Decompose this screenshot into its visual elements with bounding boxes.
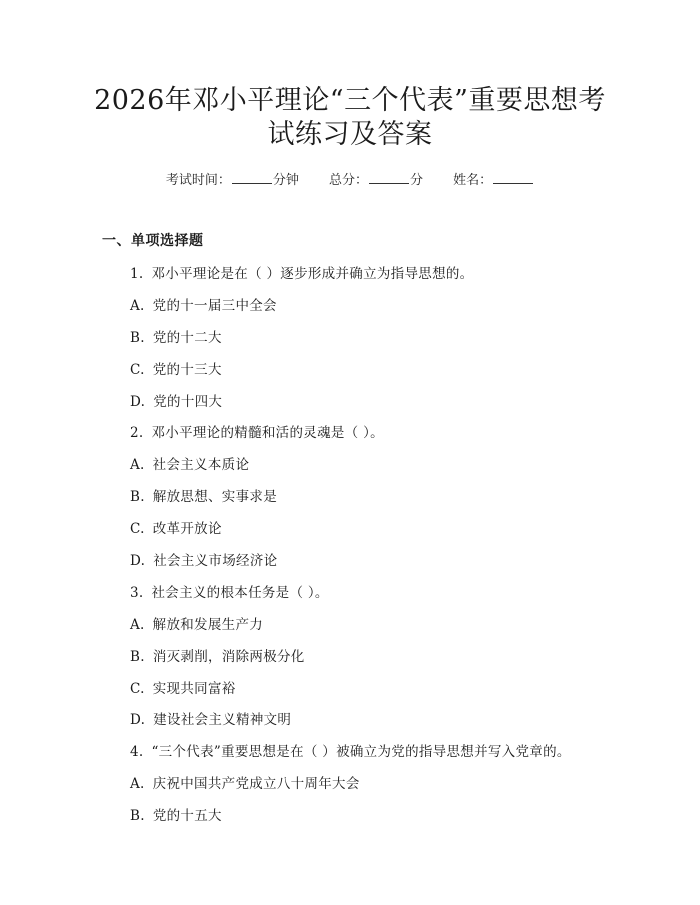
option-2a (130, 453, 249, 473)
option-text: 党的十五大 (152, 808, 222, 824)
option-3a (130, 613, 263, 633)
option-label: A. (130, 617, 145, 633)
option-3d (130, 708, 291, 728)
total-score-unit: 分 (410, 173, 424, 188)
option-3b (130, 645, 305, 665)
option-text: 党的十三大 (152, 362, 222, 378)
total-score-label: 总分： (328, 173, 368, 188)
name-label: 姓名： (453, 173, 493, 188)
option-label: A. (130, 457, 145, 473)
option-1c (130, 358, 222, 378)
exam-time-label: 考试时间： (165, 173, 231, 188)
question-text: “三个代表”重要思想是在（ ）被确立为党的指导思想并写入党章的。 (151, 744, 571, 760)
question-number: 1. (130, 266, 144, 282)
option-label: D. (130, 712, 146, 728)
exam-time-blank (232, 171, 272, 184)
question-number: 3. (130, 585, 144, 601)
option-4b (130, 804, 222, 824)
option-label: D. (130, 553, 146, 569)
question-number: 2. (130, 425, 144, 441)
option-text: 党的十四大 (153, 394, 223, 410)
option-label: B. (130, 330, 145, 346)
option-label: B. (130, 489, 145, 505)
question-text: 邓小平理论是在（ ）逐步形成并确立为指导思想的。 (151, 266, 474, 282)
option-2b (130, 485, 277, 505)
option-text: 解放思想、实事求是 (152, 489, 278, 505)
document-title-line-1: 2026年邓小平理论“三个代表”重要思想考 (94, 85, 606, 116)
option-text: 党的十一届三中全会 (152, 298, 277, 314)
option-label: C. (130, 521, 145, 537)
option-2c (130, 517, 222, 537)
option-1a (130, 294, 277, 314)
option-text: 实现共同富裕 (152, 681, 236, 697)
question-text: 邓小平理论的精髓和活的灵魂是（ ）。 (151, 425, 384, 441)
exam-info-row (0, 169, 700, 188)
option-label: B. (130, 808, 145, 824)
name-field (453, 169, 534, 188)
total-score-field (329, 169, 423, 188)
exam-time-unit: 分钟 (272, 173, 299, 188)
option-text: 党的十二大 (152, 330, 222, 346)
question-4 (130, 740, 571, 760)
question-3 (130, 581, 329, 601)
question-2 (130, 421, 384, 441)
question-text: 社会主义的根本任务是（ ）。 (151, 585, 329, 601)
option-text: 建设社会主义精神文明 (153, 712, 292, 728)
section-heading: 一、单项选择题 (102, 233, 204, 249)
document-title-line-2: 试练习及答案 (267, 119, 433, 150)
option-text: 社会主义本质论 (152, 457, 250, 473)
option-text: 庆祝中国共产党成立八十周年大会 (152, 776, 360, 792)
option-1d (130, 390, 222, 410)
option-text: 社会主义市场经济论 (153, 553, 278, 569)
option-4a (130, 772, 360, 792)
option-text: 改革开放论 (152, 521, 222, 537)
option-label: C. (130, 362, 145, 378)
option-text: 消灭剥削，消除两极分化 (152, 649, 305, 665)
option-label: D. (130, 394, 146, 410)
question-number: 4. (130, 744, 144, 760)
option-1b (130, 326, 222, 346)
name-blank (493, 171, 533, 184)
option-2d (130, 549, 277, 569)
option-label: B. (130, 649, 145, 665)
exam-time-field (166, 169, 299, 188)
option-label: C. (130, 681, 145, 697)
option-label: A. (130, 776, 145, 792)
option-label: A. (130, 298, 145, 314)
option-3c (130, 677, 236, 697)
total-score-blank (369, 171, 409, 184)
question-1 (130, 262, 473, 282)
option-text: 解放和发展生产力 (152, 617, 264, 633)
